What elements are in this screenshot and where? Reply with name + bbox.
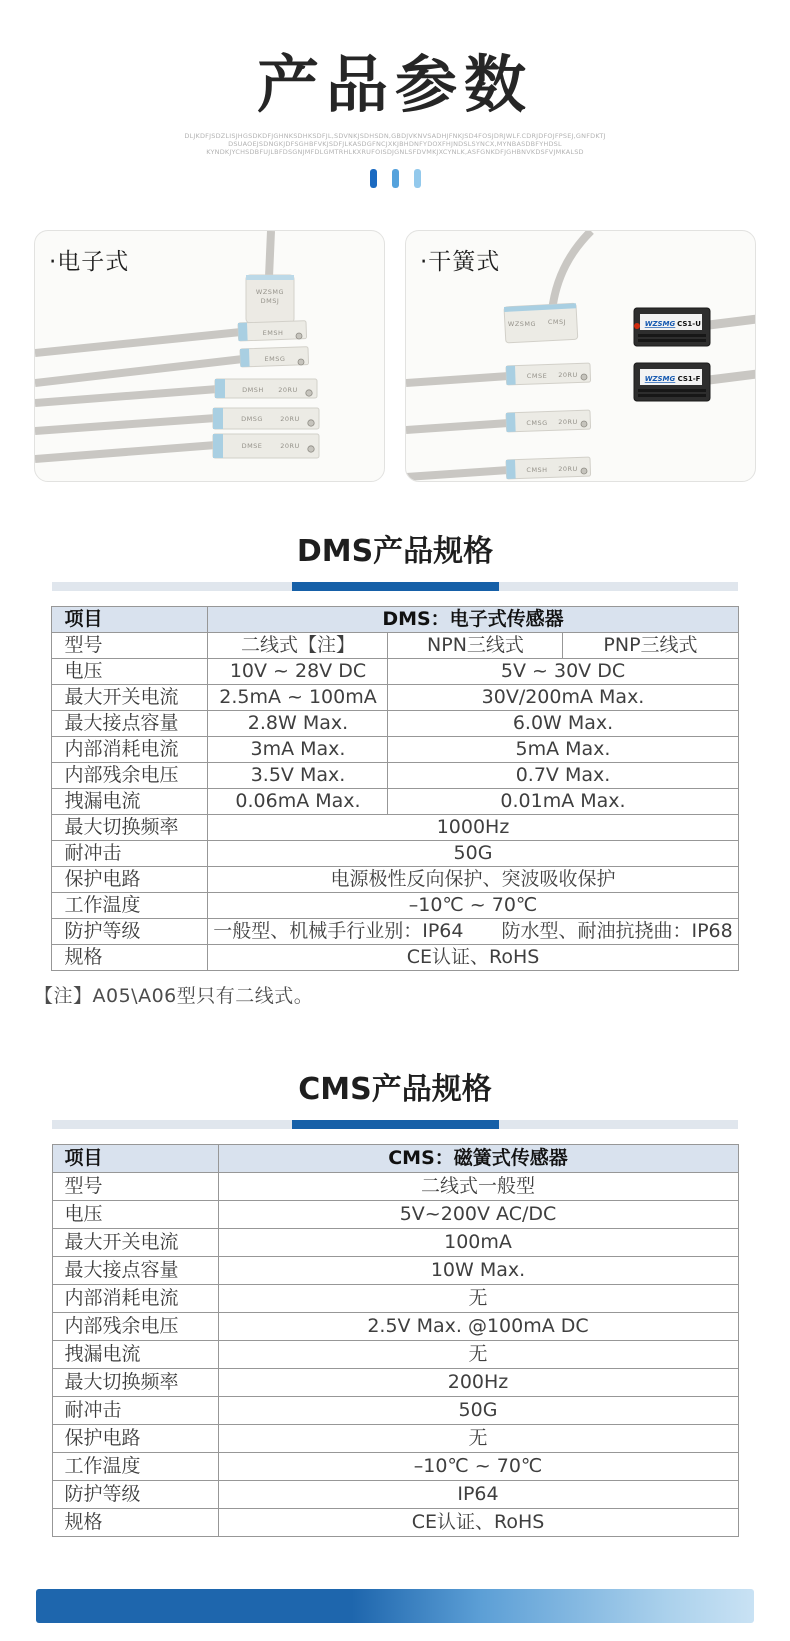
row-label: 电压 <box>52 1200 218 1228</box>
row-value: CE认证、RoHS <box>218 1508 738 1536</box>
table-row <box>52 1368 738 1396</box>
row-label: 最大开关电流 <box>52 684 208 710</box>
bar-sensor-body <box>215 379 317 398</box>
sensor-label: DMSE <box>241 441 263 450</box>
row-value: 5mA Max. <box>388 736 738 762</box>
sensor-label: WZSMG <box>644 319 676 328</box>
row-value: –10℃ ~ 70℃ <box>208 892 738 918</box>
table-row <box>52 1396 738 1424</box>
row-label: 保护电路 <box>52 1424 218 1452</box>
row-value: 5V~200V AC/DC <box>218 1200 738 1228</box>
sensor-label: CMSJ <box>547 317 567 326</box>
row-value: 无 <box>218 1340 738 1368</box>
row-value: 无 <box>218 1284 738 1312</box>
section-divider-accent <box>292 582 499 591</box>
row-value: 50G <box>218 1396 738 1424</box>
row-label: 内部残余电压 <box>52 762 208 788</box>
screw-icon <box>581 468 587 474</box>
sensor-label: WZSMG <box>507 319 537 328</box>
row-value: 10W Max. <box>218 1256 738 1284</box>
row-value: 5V ~ 30V DC <box>388 658 738 684</box>
sensor-label: CMSE <box>526 371 548 380</box>
sensor-label: 20RU <box>278 385 298 394</box>
sensor-label: CS1-F <box>677 374 701 383</box>
table-row <box>52 944 738 970</box>
row-label: 内部消耗电流 <box>52 736 208 762</box>
sensor-groove <box>638 334 706 337</box>
bar-sensor-body <box>506 457 591 479</box>
row-value: –10℃ ~ 70℃ <box>218 1452 738 1480</box>
screw-icon <box>298 359 304 365</box>
table-row <box>52 840 738 866</box>
sensor-label: CMSH <box>526 465 548 474</box>
table-row <box>52 1256 738 1284</box>
row-label: 防护等级 <box>52 1480 218 1508</box>
table-row <box>52 1312 738 1340</box>
row-value: 0.01mA Max. <box>388 788 738 814</box>
bar-sensor-body <box>506 363 591 385</box>
table-row <box>52 658 738 684</box>
column-header-item: 项目 <box>52 1144 218 1172</box>
screw-icon <box>308 419 314 425</box>
table-row <box>52 1284 738 1312</box>
table-row <box>52 710 738 736</box>
sensor-label: WZSMG <box>644 374 676 383</box>
row-value: 二线式【注】 <box>208 632 388 658</box>
sensor-label: 20RU <box>558 370 578 379</box>
led-indicator <box>634 323 640 329</box>
table-row <box>52 1340 738 1368</box>
row-value: 2.5V Max. @100mA DC <box>218 1312 738 1340</box>
table-header-row <box>52 606 738 632</box>
table-row <box>52 1172 738 1200</box>
sensor-cable <box>406 470 509 477</box>
table-row <box>52 1480 738 1508</box>
row-value: 一般型、机械手行业别：IP64 防水型、耐油抗挠曲：IP68 <box>208 918 738 944</box>
sensor-blue-cap <box>213 408 223 429</box>
sensor-cable <box>35 445 216 459</box>
table-row <box>52 1228 738 1256</box>
fine-print-line: DLJKDFJSDZLISJHGSDKDFJGHNKSDHKSDFJL,SDVNKJSDHSDN,GBDJVKNVSADHJFNKJSD4FOSJDRJWLF.CDRJDFOJFPSEJ,GNFDKTJ <box>184 131 606 140</box>
sensor-label: EMSG <box>264 354 286 363</box>
row-label: 型号 <box>52 632 208 658</box>
table-header-row <box>52 1144 738 1172</box>
photo-card-electronic <box>34 230 385 482</box>
cms-section-title: CMS产品规格 <box>298 1071 492 1107</box>
photo-card-reed <box>405 230 756 482</box>
sensor-cable <box>35 389 218 403</box>
screw-icon <box>296 333 302 339</box>
sensor-blue-cap <box>240 348 250 366</box>
row-value: IP64 <box>218 1480 738 1508</box>
page-title: 产品参数 <box>256 48 533 121</box>
row-value: 200Hz <box>218 1368 738 1396</box>
row-value: 2.8W Max. <box>208 710 388 736</box>
row-value: NPN三线式 <box>388 632 563 658</box>
accent-dot-medium <box>392 169 399 188</box>
sensor-label: CS1-U <box>677 319 701 328</box>
row-value: 30V/200mA Max. <box>388 684 738 710</box>
product-photo-gallery <box>34 230 756 482</box>
row-label: 型号 <box>52 1172 218 1200</box>
row-label: 电压 <box>52 658 208 684</box>
sensor-blue-cap <box>238 322 248 340</box>
bar-sensor-body <box>213 408 319 429</box>
table-row <box>52 1424 738 1452</box>
row-label: 内部消耗电流 <box>52 1284 218 1312</box>
sensor-cable <box>552 231 591 311</box>
sensor-cable <box>35 359 243 383</box>
sensor-label: 20RU <box>558 464 578 473</box>
sensor-blue-cap <box>506 365 516 384</box>
table-row <box>52 892 738 918</box>
row-value: 无 <box>218 1424 738 1452</box>
sensor-label: CMSG <box>526 418 548 427</box>
decorative-fine-print <box>0 132 790 156</box>
cms-spec-table <box>52 1144 739 1537</box>
photo-label-reed: ·干簧式 <box>420 248 501 275</box>
sensor-blue-cap <box>506 412 516 431</box>
row-label: 最大切换频率 <box>52 814 208 840</box>
sensor-label: DMSG <box>241 414 263 423</box>
dms-spec-table <box>51 606 738 971</box>
table-row <box>52 684 738 710</box>
row-label: 最大切换频率 <box>52 1368 218 1396</box>
row-value: 10V ~ 28V DC <box>208 658 388 684</box>
table-row <box>52 762 738 788</box>
sensor-blue-strip <box>246 275 294 280</box>
table-row <box>52 788 738 814</box>
screw-icon <box>581 421 587 427</box>
row-label: 耐冲击 <box>52 840 208 866</box>
sensor-blue-cap <box>506 459 516 478</box>
accent-dots <box>0 169 790 188</box>
sensor-blue-cap <box>213 434 223 458</box>
dms-footnote: 【注】A05\A06型只有二线式。 <box>34 984 314 1007</box>
row-value: PNP三线式 <box>563 632 738 658</box>
footer-accent-band <box>36 1589 754 1623</box>
sensor-groove <box>638 389 706 392</box>
bar-sensor-body <box>506 410 591 432</box>
sensor-groove <box>638 394 706 397</box>
table-row <box>52 814 738 840</box>
table-row <box>52 1508 738 1536</box>
sensor-cable <box>269 231 271 277</box>
row-label: 最大接点容量 <box>52 710 208 736</box>
row-label: 最大接点容量 <box>52 1256 218 1284</box>
column-header-value: CMS：磁簧式传感器 <box>218 1144 738 1172</box>
sensor-cable <box>406 423 509 430</box>
row-label: 拽漏电流 <box>52 1340 218 1368</box>
row-label: 防护等级 <box>52 918 208 944</box>
table-row <box>52 632 738 658</box>
row-label: 最大开关电流 <box>52 1228 218 1256</box>
row-label: 工作温度 <box>52 1452 218 1480</box>
cms-section <box>0 1070 790 1537</box>
screw-icon <box>306 389 312 395</box>
page-header <box>0 0 790 188</box>
sensor-cable <box>35 418 216 431</box>
screw-icon <box>581 374 587 380</box>
sensor-label: EMSH <box>262 328 284 337</box>
sensor-cable <box>709 319 756 325</box>
row-value: 1000Hz <box>208 814 738 840</box>
sensor-cable <box>709 374 756 380</box>
row-value: 100mA <box>218 1228 738 1256</box>
row-value: CE认证、RoHS <box>208 944 738 970</box>
row-label: 保护电路 <box>52 866 208 892</box>
sensor-label: DMSH <box>242 385 264 394</box>
fine-print-line: KYNDKJYCHSDBFUJLBFDSGNJMFDLGMTRHLKXRUFOISDJGNLSFDVMKJXCYNLK,ASFGNKDFJGHBNVKDSFVJMKALSD <box>206 147 584 156</box>
row-value: 0.7V Max. <box>388 762 738 788</box>
row-value: 2.5mA ~ 100mA <box>208 684 388 710</box>
row-label: 耐冲击 <box>52 1396 218 1424</box>
sensor-label: 20RU <box>280 414 300 423</box>
row-value: 电源极性反向保护、突波吸收保护 <box>208 866 738 892</box>
fine-print-line: DSUAOEJSDNGKJDFSGHBFVKJSDFJLKASDGFNCJXKJBHDNFYDOXFHJNDSLSYNCX,MYNBASDBFYHDSL <box>228 139 562 148</box>
accent-dot-dark <box>370 169 377 188</box>
row-label: 内部残余电压 <box>52 1312 218 1340</box>
table-row <box>52 918 738 944</box>
sensor-label: 20RU <box>280 441 300 450</box>
sensor-cable <box>35 332 241 353</box>
section-divider-bar <box>52 1120 738 1129</box>
photo-label-electronic: ·电子式 <box>49 248 130 275</box>
dms-section-title: DMS产品规格 <box>296 533 494 569</box>
row-label: 拽漏电流 <box>52 788 208 814</box>
sensor-cable <box>406 376 509 383</box>
column-header-item: 项目 <box>52 606 208 632</box>
sensor-groove <box>638 339 706 342</box>
row-value: 3.5V Max. <box>208 762 388 788</box>
table-row <box>52 866 738 892</box>
column-header-value: DMS：电子式传感器 <box>208 606 738 632</box>
row-label: 工作温度 <box>52 892 208 918</box>
accent-dot-light <box>414 169 421 188</box>
table-row <box>52 1452 738 1480</box>
bar-sensor-body <box>213 434 319 458</box>
table-row <box>52 1200 738 1228</box>
dms-section <box>0 532 790 1008</box>
sensor-label: WZSMG <box>255 287 285 296</box>
section-divider-accent <box>292 1120 499 1129</box>
row-value: 0.06mA Max. <box>208 788 388 814</box>
table-row <box>52 736 738 762</box>
sensor-label: 20RU <box>558 417 578 426</box>
section-divider-bar <box>52 582 738 591</box>
screw-icon <box>308 445 314 451</box>
row-value: 3mA Max. <box>208 736 388 762</box>
sensor-label: DMSJ <box>260 296 280 305</box>
row-label: 规格 <box>52 1508 218 1536</box>
sensor-blue-cap <box>215 379 225 398</box>
row-value: 二线式一般型 <box>218 1172 738 1200</box>
row-value: 6.0W Max. <box>388 710 738 736</box>
row-label: 规格 <box>52 944 208 970</box>
row-value: 50G <box>208 840 738 866</box>
